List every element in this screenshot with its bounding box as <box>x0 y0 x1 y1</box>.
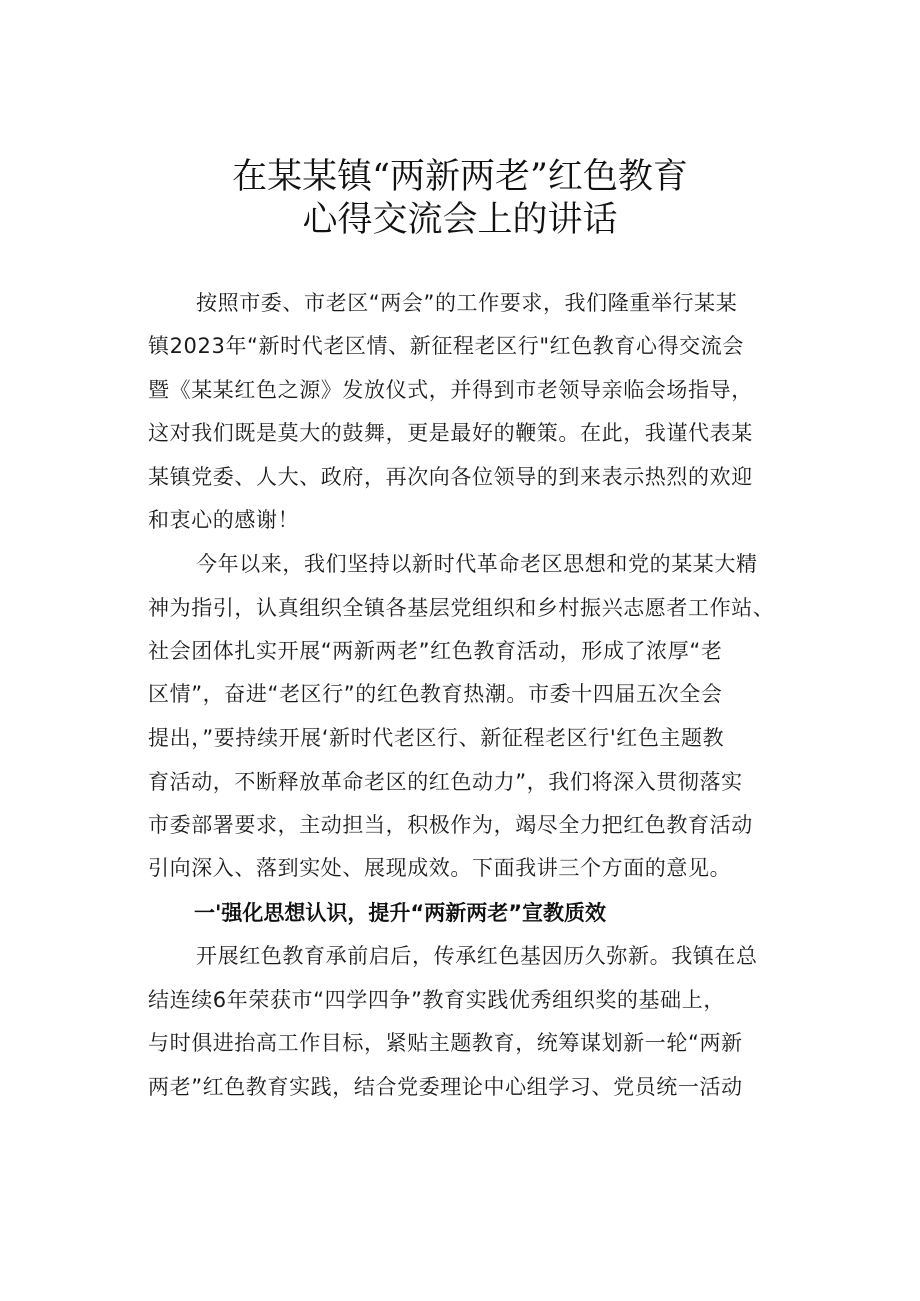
document-title-line-2: 心得交流会上的讲话 <box>302 200 618 240</box>
paragraph-line: 这对我们既是莫大的鼓舞，更是最好的鞭策。在此，我谨代表某 <box>148 421 753 445</box>
section-heading-1: 一'强化思想认识，提升“两新两老”宣教质效 <box>194 901 607 925</box>
paragraph-line: 结连续6年荣获市“四学四争”教育实践优秀组织奖的基础上， <box>148 988 725 1012</box>
paragraph-line: 和衷心的感谢！ <box>148 508 300 532</box>
paragraph-line: 神为指引，认真组织全镇各基层党组织和乡村振兴志愿者工作站、 <box>148 596 775 620</box>
paragraph-line: 按照市委、市老区“两会”的工作要求，我们隆重举行某某 <box>196 291 738 315</box>
paragraph-line: 今年以来，我们坚持以新时代革命老区思想和党的某某大精 <box>196 552 758 576</box>
paragraph-line: 开展红色教育承前启后，传承红色基因历久弥新。我镇在总 <box>196 944 758 968</box>
paragraph-line: 提出，”要持续开展‘新时代老区行、新征程老区行'红色主题教 <box>148 726 725 750</box>
paragraph-line: 暨《某某红色之源》发放仪式，并得到市老领导亲临会场指导， <box>148 378 753 402</box>
paragraph-line: 市委部署要求，主动担当，积极作为，竭尽全力把红色教育活动 <box>148 813 753 837</box>
document-title-line-1: 在某某镇“两新两老”红色教育 <box>232 157 688 197</box>
paragraph-line: 与时俱进抬高工作目标，紧贴主题教育，统筹谋划新一轮“两新 <box>148 1031 743 1055</box>
paragraph-line: 育活动，不断释放革命老区的红色动力”，我们将深入贯彻落实 <box>148 770 743 794</box>
paragraph-line: 社会团体扎实开展“两新两老”红色教育活动，形成了浓厚“老 <box>148 639 723 663</box>
paragraph-line: 某镇党委、人大、政府，再次向各位领导的到来表示热烈的欢迎 <box>148 465 753 489</box>
paragraph-line: 两老”红色教育实践，结合党委理论中心组学习、党员统一活动 <box>148 1075 743 1099</box>
paragraph-line: 引向深入、落到实处、展现成效。下面我讲三个方面的意见。 <box>148 856 732 880</box>
paragraph-line: 镇2023年“新时代老区情、新征程老区行"红色教育心得交流会 <box>148 334 744 358</box>
paragraph-line: 区情”，奋进“老区行”的红色教育热潮。市委十四届五次全会 <box>148 682 723 706</box>
